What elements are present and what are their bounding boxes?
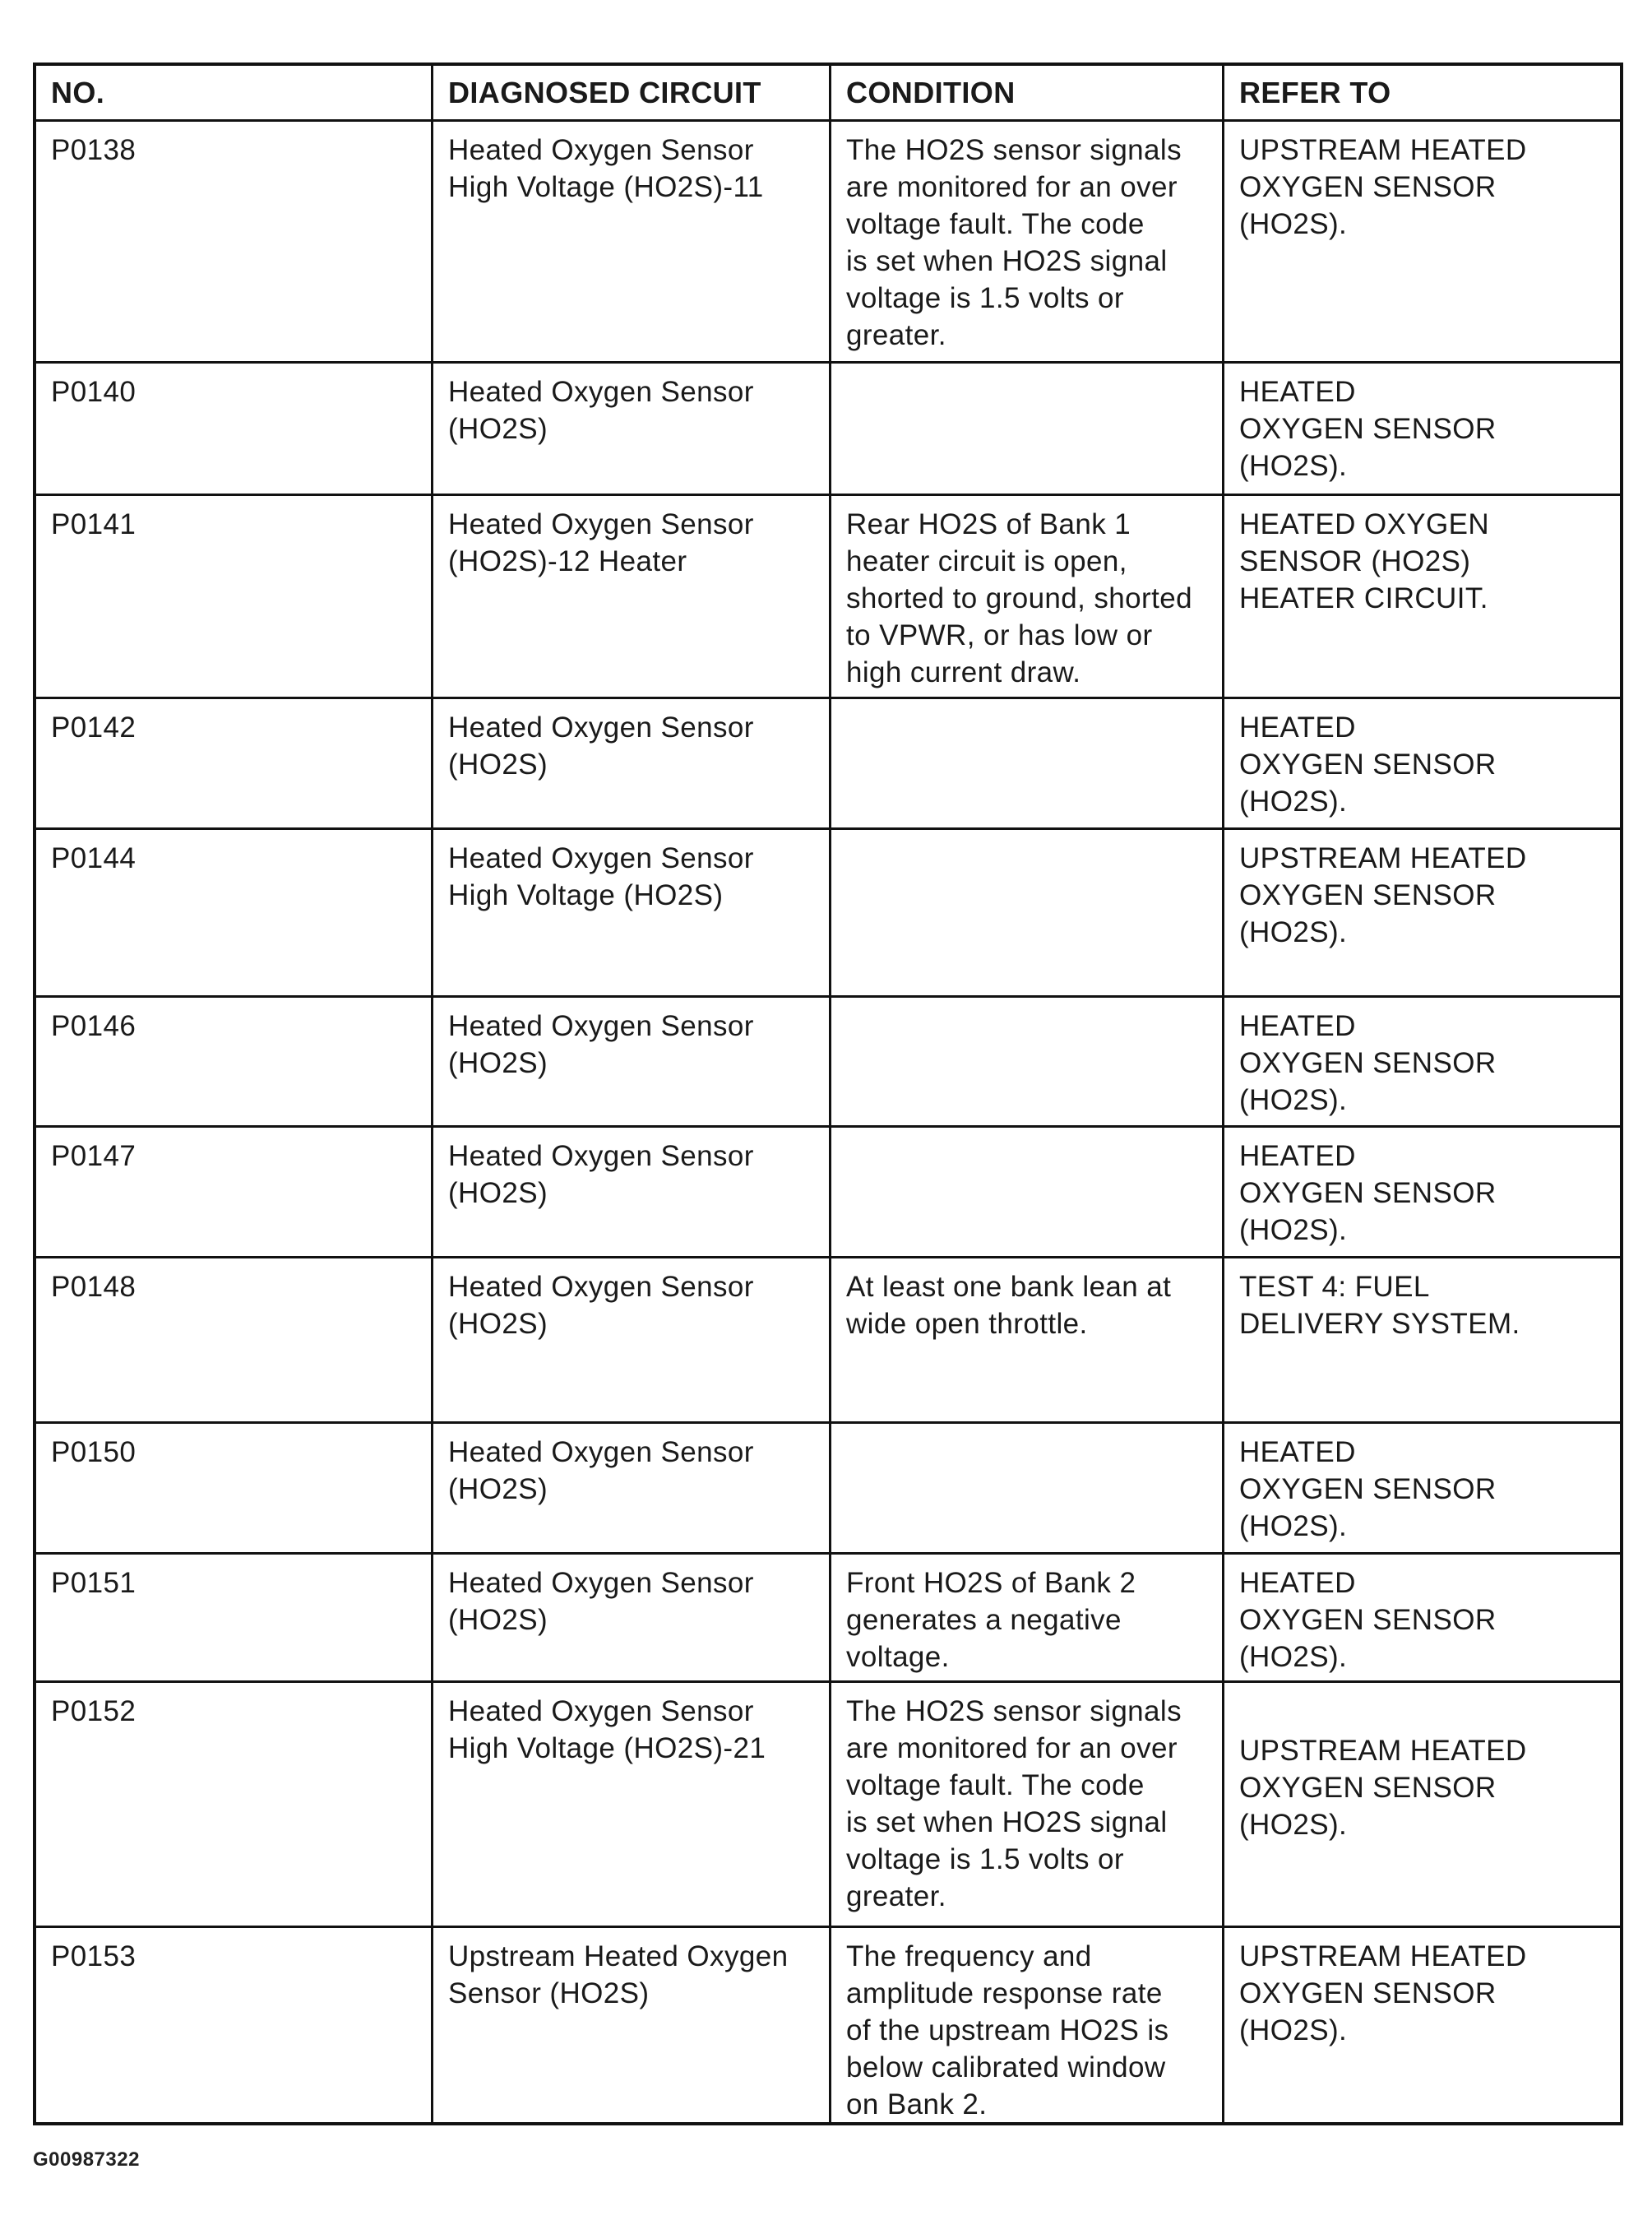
- row-circuit: Heated Oxygen Sensor (HO2S): [433, 1424, 831, 1555]
- row-circuit: Heated Oxygen Sensor High Voltage (HO2S)-21: [433, 1683, 831, 1928]
- row-circuit: Upstream Heated Oxygen Sensor (HO2S): [433, 1928, 831, 2122]
- row-condition: [831, 830, 1224, 998]
- row-circuit: Heated Oxygen Sensor (HO2S): [433, 998, 831, 1128]
- row-refer: HEATED OXYGEN SENSOR (HO2S).: [1224, 364, 1620, 496]
- row-condition: [831, 699, 1224, 830]
- header-condition: CONDITION: [831, 66, 1224, 122]
- row-circuit: Heated Oxygen Sensor (HO2S): [433, 1128, 831, 1258]
- header-diagnosed-circuit: DIAGNOSED CIRCUIT: [433, 66, 831, 122]
- row-circuit: Heated Oxygen Sensor (HO2S): [433, 1555, 831, 1683]
- row-refer: HEATED OXYGEN SENSOR (HO2S) HEATER CIRCUIT.: [1224, 496, 1620, 699]
- row-code: P0138: [36, 122, 433, 364]
- row-code: P0152: [36, 1683, 433, 1928]
- row-circuit: Heated Oxygen Sensor (HO2S)-12 Heater: [433, 496, 831, 699]
- row-condition: The HO2S sensor signals are monitored for an over voltage fault. The code is set when HO2S signal voltage is 1.5 volts or greater.: [831, 1683, 1224, 1928]
- diagnostic-code-table: [33, 63, 1623, 2125]
- row-code: P0153: [36, 1928, 433, 2122]
- row-code: P0141: [36, 496, 433, 699]
- row-condition: Rear HO2S of Bank 1 heater circuit is open, shorted to ground, shorted to VPWR, or has low or high current draw.: [831, 496, 1224, 699]
- row-code: P0147: [36, 1128, 433, 1258]
- row-condition: At least one bank lean at wide open throttle.: [831, 1258, 1224, 1424]
- row-refer: UPSTREAM HEATED OXYGEN SENSOR (HO2S).: [1224, 1683, 1620, 1928]
- row-circuit: Heated Oxygen Sensor High Voltage (HO2S)-11: [433, 122, 831, 364]
- row-condition: [831, 998, 1224, 1128]
- row-circuit: Heated Oxygen Sensor (HO2S): [433, 699, 831, 830]
- row-code: P0150: [36, 1424, 433, 1555]
- row-code: P0148: [36, 1258, 433, 1424]
- row-code: P0144: [36, 830, 433, 998]
- row-code: P0140: [36, 364, 433, 496]
- figure-id: G00987322: [33, 2148, 140, 2171]
- row-code: P0142: [36, 699, 433, 830]
- row-refer: UPSTREAM HEATED OXYGEN SENSOR (HO2S).: [1224, 830, 1620, 998]
- row-refer: HEATED OXYGEN SENSOR (HO2S).: [1224, 998, 1620, 1128]
- row-condition: Front HO2S of Bank 2 generates a negative voltage.: [831, 1555, 1224, 1683]
- row-refer: HEATED OXYGEN SENSOR (HO2S).: [1224, 1555, 1620, 1683]
- row-refer: HEATED OXYGEN SENSOR (HO2S).: [1224, 1424, 1620, 1555]
- row-condition: [831, 1424, 1224, 1555]
- row-code: P0151: [36, 1555, 433, 1683]
- row-code: P0146: [36, 998, 433, 1128]
- row-refer: HEATED OXYGEN SENSOR (HO2S).: [1224, 1128, 1620, 1258]
- row-condition: [831, 364, 1224, 496]
- row-refer: TEST 4: FUEL DELIVERY SYSTEM.: [1224, 1258, 1620, 1424]
- row-circuit: Heated Oxygen Sensor (HO2S): [433, 1258, 831, 1424]
- row-condition: The frequency and amplitude response rate of the upstream HO2S is below calibrated window on Bank 2.: [831, 1928, 1224, 2122]
- row-refer: HEATED OXYGEN SENSOR (HO2S).: [1224, 699, 1620, 830]
- row-circuit: Heated Oxygen Sensor (HO2S): [433, 364, 831, 496]
- row-refer: UPSTREAM HEATED OXYGEN SENSOR (HO2S).: [1224, 122, 1620, 364]
- row-condition: The HO2S sensor signals are monitored for an over voltage fault. The code is set when HO2S signal voltage is 1.5 volts or greater.: [831, 122, 1224, 364]
- row-circuit: Heated Oxygen Sensor High Voltage (HO2S): [433, 830, 831, 998]
- row-condition: [831, 1128, 1224, 1258]
- header-no: NO.: [36, 66, 433, 122]
- row-refer: UPSTREAM HEATED OXYGEN SENSOR (HO2S).: [1239, 1940, 1527, 2046]
- header-refer-to: REFER TO: [1224, 66, 1620, 122]
